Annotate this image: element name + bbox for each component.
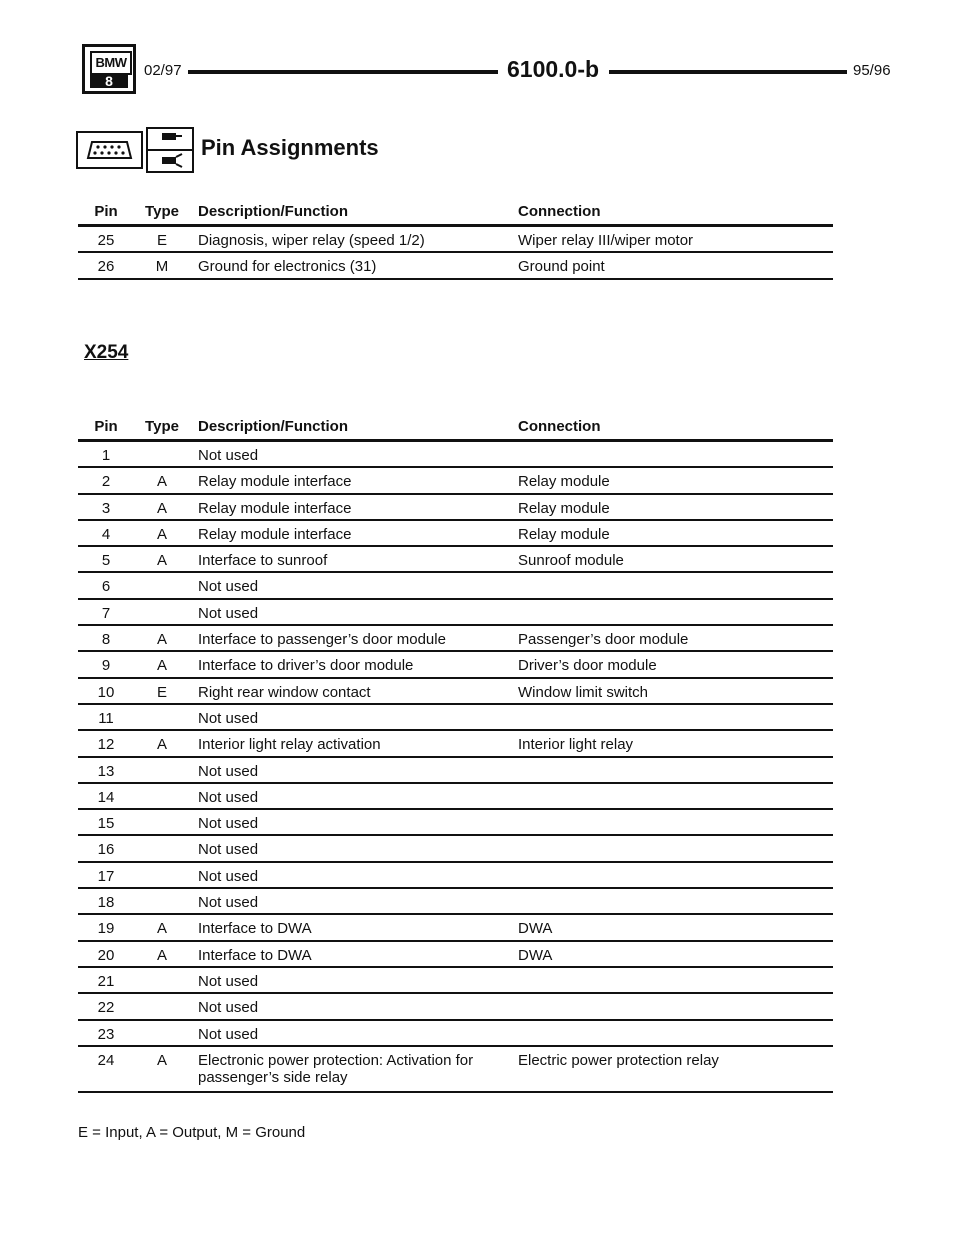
pin-type: E — [156, 232, 167, 249]
pin-description: Right rear window contact — [198, 683, 371, 701]
table-row — [78, 253, 833, 279]
pin-description: Not used — [198, 788, 259, 806]
pin-type: A — [156, 946, 167, 964]
table-row — [78, 1047, 833, 1093]
col-desc-header: Description/Function — [198, 203, 348, 220]
pin-connection: Interior light relay — [518, 736, 634, 754]
pin-description: Not used — [198, 447, 259, 464]
table-row — [78, 942, 833, 968]
table-row — [78, 731, 833, 757]
table-row — [78, 495, 833, 521]
pin-connection: Relay module — [518, 525, 610, 543]
table-row — [78, 679, 833, 705]
pin-connection: Driver’s door module — [518, 657, 657, 675]
pin-type: A — [156, 657, 167, 675]
pin-number: 19 — [97, 920, 115, 938]
pin-description: Relay module interface — [198, 473, 352, 491]
pin-description: Not used — [198, 894, 259, 912]
pin-number: 21 — [97, 972, 115, 990]
pin-description: Not used — [198, 604, 259, 622]
table-row — [78, 227, 833, 253]
table-row — [78, 863, 833, 889]
pin-type: A — [156, 552, 167, 570]
table-header — [78, 413, 833, 439]
pin-number: 25 — [97, 232, 115, 249]
pin-description: Relay module interface — [198, 525, 352, 543]
pin-connection: Passenger’s door module — [518, 631, 689, 649]
pin-number: 10 — [97, 683, 115, 701]
pin-description: Diagnosis, wiper relay (speed 1/2) — [198, 232, 425, 249]
header-date: 02/97 — [144, 62, 182, 79]
table-row — [78, 521, 833, 547]
pin-description: Interface to sunroof — [198, 552, 328, 570]
pin-description: Relay module interface — [198, 499, 352, 517]
pin-description: Not used — [198, 578, 259, 596]
table-row — [78, 1021, 833, 1047]
header-rule-left — [188, 70, 498, 74]
pin-number: 14 — [97, 788, 115, 806]
pin-description: Not used — [198, 841, 259, 859]
pin-type: A — [156, 631, 167, 649]
pin-number: 7 — [101, 604, 111, 622]
pin-description: Not used — [198, 972, 259, 990]
pin-number: 2 — [101, 473, 111, 491]
model-years: 95/96 — [853, 62, 891, 79]
pin-number: 24 — [97, 1051, 115, 1069]
pin-number: 20 — [97, 946, 115, 964]
pin-plug-icon — [146, 127, 194, 173]
pin-number: 13 — [97, 762, 115, 780]
pin-number: 18 — [97, 894, 115, 912]
pin-number: 1 — [101, 447, 111, 464]
pin-description: Interface to passenger’s door module — [198, 631, 446, 649]
table-row — [78, 758, 833, 784]
pin-number: 11 — [98, 709, 114, 727]
pin-description-line-2: passenger’s side relay — [198, 1068, 348, 1086]
table-row — [78, 573, 833, 599]
pin-number: 5 — [101, 552, 111, 570]
table-row — [78, 626, 833, 652]
pin-connection: DWA — [518, 920, 553, 938]
col-desc-header: Description/Function — [198, 418, 348, 435]
pin-table-continued — [78, 198, 833, 280]
pin-number: 17 — [97, 867, 115, 885]
pin-number: 8 — [101, 631, 111, 649]
pin-connection: Wiper relay III/wiper motor — [518, 232, 694, 249]
pin-number: 22 — [97, 999, 115, 1017]
header-rule-right — [609, 70, 847, 74]
pin-description: Not used — [198, 999, 259, 1017]
pin-table-x254 — [78, 413, 833, 1093]
pin-connection: Sunroof module — [518, 552, 624, 570]
pin-description: Not used — [198, 815, 259, 833]
table-row — [78, 652, 833, 678]
pin-description: Ground for electronics (31) — [198, 258, 377, 276]
pin-number: 16 — [97, 841, 115, 859]
pin-description: Not used — [198, 867, 259, 885]
table-row — [78, 836, 833, 862]
connector-title: X254 — [84, 342, 129, 363]
section-title: Pin Assignments — [201, 135, 379, 160]
table-row — [78, 600, 833, 626]
bmw-8-logo — [82, 44, 136, 94]
table-header — [78, 198, 833, 224]
pin-type: E — [156, 683, 167, 701]
pin-number: 23 — [97, 1025, 115, 1043]
table-row — [78, 547, 833, 573]
pin-description — [198, 1052, 508, 1086]
table-row — [78, 994, 833, 1020]
pin-type: M — [155, 258, 169, 276]
logo-bottom-text: 8 — [90, 74, 128, 88]
pin-connection: DWA — [518, 946, 553, 964]
pin-connection: Relay module — [518, 473, 610, 491]
pin-number: 9 — [101, 657, 111, 675]
pin-connection: Window limit switch — [518, 683, 649, 701]
pin-type: A — [156, 736, 167, 754]
pin-type: A — [156, 920, 167, 938]
pin-description: Interface to DWA — [198, 946, 312, 964]
col-type-header: Type — [145, 418, 179, 435]
pin-connection: Electric power protection relay — [518, 1051, 719, 1069]
pin-type: A — [156, 525, 167, 543]
table-row — [78, 968, 833, 994]
pin-connection: Relay module — [518, 499, 610, 517]
table-row — [78, 784, 833, 810]
table-row — [78, 468, 833, 494]
col-conn-header: Connection — [518, 203, 601, 220]
pin-description-line-1: Electronic power protection: Activation for — [198, 1051, 474, 1069]
pin-description: Not used — [198, 762, 259, 780]
pin-number: 26 — [97, 258, 115, 276]
pin-number: 3 — [101, 499, 111, 517]
connector-pin-icon — [76, 127, 196, 175]
pin-description: Interior light relay activation — [198, 736, 381, 754]
col-pin-header: Pin — [94, 203, 118, 220]
type-legend: E = Input, A = Output, M = Ground — [78, 1124, 306, 1141]
pin-connection: Ground point — [518, 258, 605, 276]
col-type-header: Type — [145, 203, 179, 220]
table-row — [78, 810, 833, 836]
pin-number: 6 — [101, 578, 111, 596]
logo-top-text: BMW — [90, 51, 132, 75]
table-row — [78, 442, 833, 468]
table-body — [78, 442, 833, 1047]
pin-description: Interface to DWA — [198, 920, 312, 938]
connector-icon — [76, 131, 143, 169]
pin-description: Not used — [198, 709, 259, 727]
pin-number: 12 — [97, 736, 115, 754]
col-pin-header: Pin — [94, 418, 118, 435]
pin-type: A — [156, 1051, 167, 1069]
col-conn-header: Connection — [518, 418, 601, 435]
pin-type: A — [156, 499, 167, 517]
pin-description: Interface to driver’s door module — [198, 657, 414, 675]
pin-type: A — [156, 473, 167, 491]
table-row — [78, 705, 833, 731]
table-row — [78, 889, 833, 915]
page-header — [82, 44, 891, 96]
document-code: 6100.0-b — [507, 56, 600, 82]
pin-number: 4 — [101, 525, 111, 543]
pin-number: 15 — [97, 815, 115, 833]
pin-description: Not used — [198, 1025, 259, 1043]
table-row — [78, 915, 833, 941]
